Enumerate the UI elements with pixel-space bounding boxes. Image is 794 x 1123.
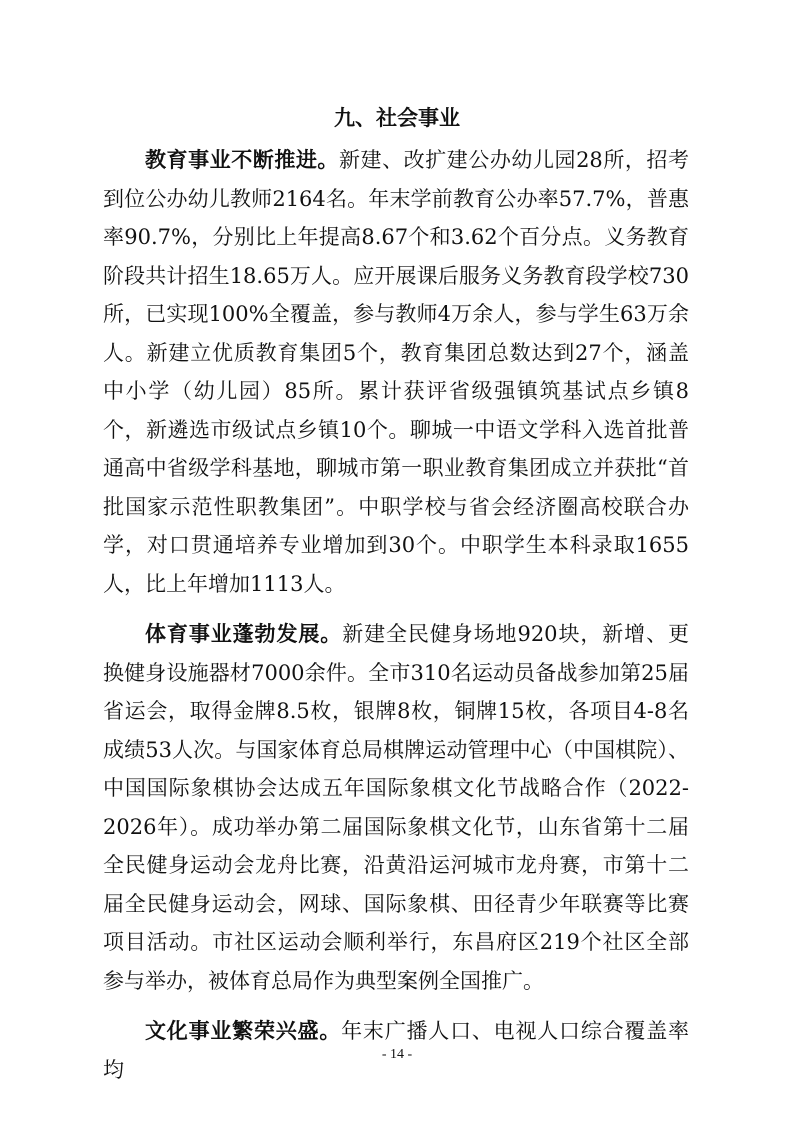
- section-title: 九、社会事业: [334, 105, 460, 130]
- paragraph-text: 新建、改扩建公办幼儿园28所，招考到位公办幼儿教师2164名。年末学前教育公办率57.7%，普惠率90.7%，分别比上年提高8.67个和3.62个百分点。义务教育阶段共计招生18.65万人。应开展课后服务义务教育段学校730所，已实现100%全覆盖，参与教师4万余人，参与学生63万余人。新建立优质教育集团5个，教育集团总数达到27个，涵盖中小学（幼儿园）85所。累计获评省级强镇筑基试点乡镇8个，新遴选市级试点乡镇10个。聊城一中语文学科入选首批普通高中省级学科基地，聊城市第一职业教育集团成立并获批“首批国家示范性职教集团”。中职学校与省会经济圈高校联合办学，对口贯通培养专业增加到30个。中职学生本科录取1655人，比上年增加1113人。: [103, 148, 689, 596]
- paragraph-education: [103, 141, 689, 603]
- paragraph-lead: 体育事业蓬勃发展。: [145, 621, 343, 646]
- paragraph-lead: 教育事业不断推进。: [145, 147, 339, 172]
- section-body: [103, 141, 689, 1089]
- paragraph-text: 年末广播人口、电视人口综合覆盖率均: [103, 1019, 689, 1082]
- paragraph-sports: [103, 615, 689, 1000]
- paragraph-text: 新建全民健身场地920块，新增、更换健身设施器材7000余件。全市310名运动员备战参加第25届省运会，取得金牌8.5枚，银牌8枚，铜牌15枚，各项目4-8名成绩53人次。与国家体育总局棋牌运动管理中心（中国棋院）、中国国际象棋协会达成五年国际象棋文化节战略合作（2022-2026年）。成功举办第二届国际象棋文化节，山东省第十二届全民健身运动会龙舟比赛，沿黄沿运河城市龙舟赛，市第十二届全民健身运动会，网球、国际象棋、田径青少年联赛等比赛项目活动。市社区运动会顺利举行，东昌府区219个社区全部参与举办，被体育总局作为典型案例全国推广。: [103, 622, 689, 993]
- page-number: - 14 -: [381, 1047, 413, 1062]
- paragraph-lead: 文化事业繁荣兴盛。: [145, 1018, 342, 1043]
